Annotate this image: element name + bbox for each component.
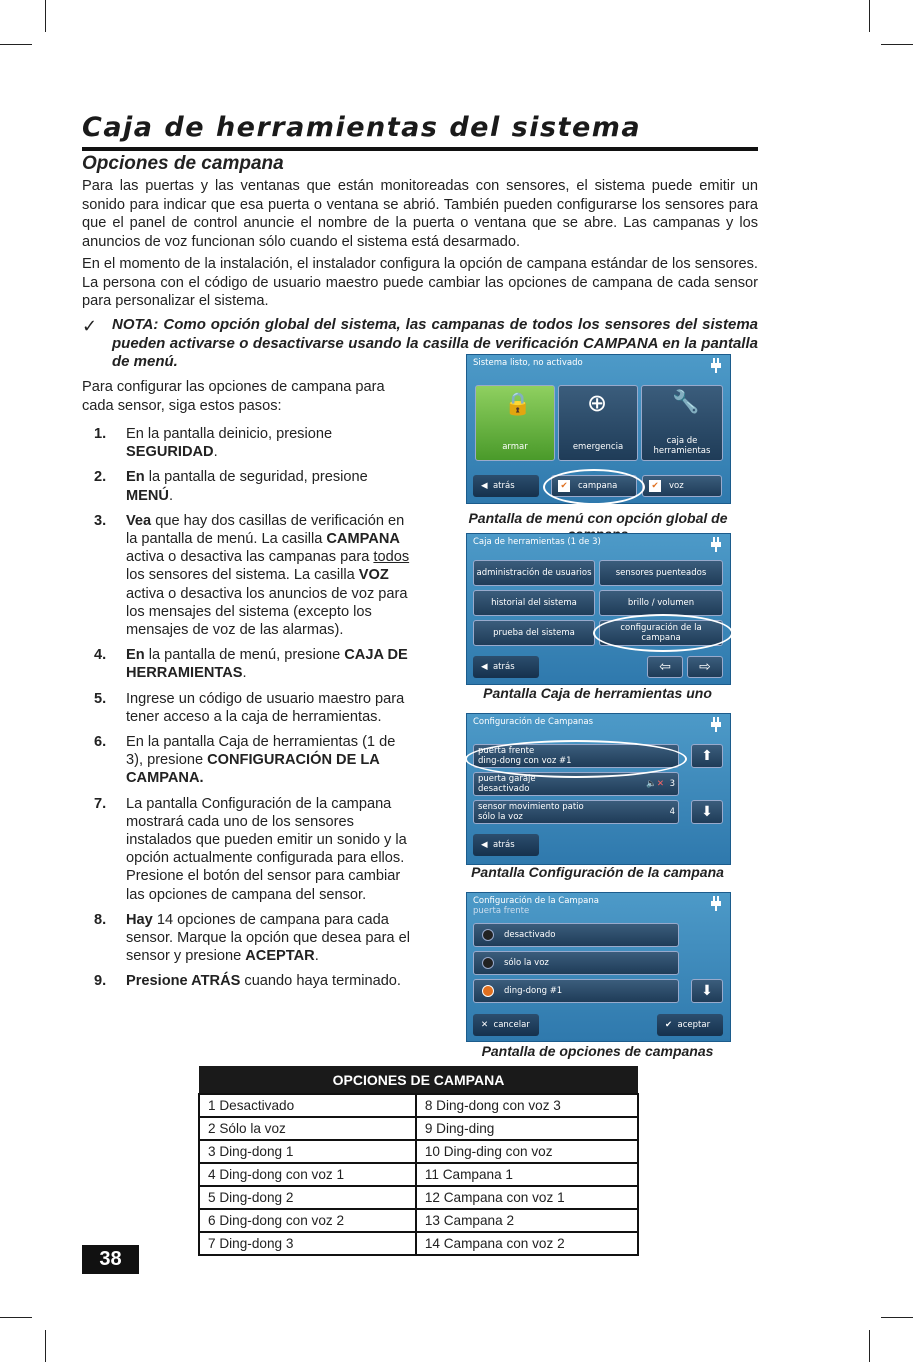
system-history-button[interactable]: historial del sistema <box>473 590 595 616</box>
chime-checkbox[interactable]: ✔ campana <box>551 475 637 497</box>
scroll-down-icon[interactable]: ⬇ <box>691 800 723 824</box>
chime-settings-button[interactable]: configuración de la campana <box>599 620 723 646</box>
radio-icon <box>482 929 494 941</box>
steps-intro: Para configurar las opciones de campana para cada sensor, siga estos pasos: <box>82 379 385 414</box>
option-radio[interactable]: desactivado <box>473 923 679 947</box>
highlight-oval <box>465 740 687 778</box>
table-row: 7 Ding-dong 3 14 Campana con voz 2 <box>199 1232 638 1255</box>
left-arrow-icon: ◀ <box>481 840 493 850</box>
sensor-button[interactable]: sensor movimiento patio sólo la voz 4 <box>473 800 679 824</box>
paragraph-2: En el momento de la instalación, el instalador configura la opción de campana estándar de los sensores. La persona con el código de usuario maestro puede cambiar las opciones de campana de cada sensor para personalizar el sistema. <box>82 256 758 310</box>
brightness-volume-button[interactable]: brillo / volumen <box>599 590 723 616</box>
check-icon: ✔ <box>665 1020 678 1030</box>
plug-icon <box>710 896 722 911</box>
left-arrow-icon: ◀ <box>481 481 493 491</box>
option-radio[interactable]: sólo la voz <box>473 951 679 975</box>
cancel-button[interactable]: ✕ cancelar <box>473 1014 539 1036</box>
section-title: Opciones de campana <box>82 153 284 174</box>
chime-options-screen <box>466 892 731 1042</box>
crop-mark <box>0 44 32 45</box>
title-rule <box>82 147 758 151</box>
page-number: 38 <box>82 1245 139 1274</box>
plug-icon <box>710 358 722 373</box>
option-radio[interactable]: ding-dong #1 <box>473 979 679 1003</box>
menu-screen <box>466 354 731 504</box>
table-row: 1 Desactivado 8 Ding-dong con voz 3 <box>199 1094 638 1117</box>
toolbox-button[interactable]: 🔧 caja de herramientas <box>641 385 723 461</box>
mute-icon: 🔈✕ <box>646 779 664 789</box>
screen-header: Configuración de la Campana puerta frente <box>473 896 599 916</box>
back-button[interactable]: ◀ atrás <box>473 475 539 497</box>
page-title: Caja de herramientas del sistema <box>82 112 642 143</box>
next-page-icon[interactable]: ⇨ <box>687 656 723 678</box>
toolbox-screen-caption: Pantalla Caja de herramientas uno <box>483 685 712 701</box>
paragraph-1: Para las puertas y las ventanas que están monitoreadas con sensores, el sistema puede emitir un sonido para indicar que esa puerta o ventana se abrió. También pueden configurarse los sensores para que el panel de control anuncie el nombre de la puerta o ventana que se abre. Las campanas y los anuncios de voz funcionan sólo cuando el sistema está desarmado. <box>82 178 758 250</box>
crop-mark <box>881 1317 913 1318</box>
emergency-button[interactable]: ⊕ emergencia <box>558 385 638 461</box>
screen-header: Sistema listo, no activado <box>473 358 583 368</box>
scroll-down-icon[interactable]: ⬇ <box>691 979 723 1003</box>
arm-button[interactable]: 🔒 armar <box>475 385 555 461</box>
checkbox-checked-icon: ✔ <box>649 480 661 492</box>
step-7: 7. La pantalla Configuración de la campana mostrará cada uno de los sensores instalados que pueden emitir un sonido y la opción actualmente configurada para ellos. Presione el botón del sensor para cambiar las opciones de campana del sensor. <box>94 795 407 903</box>
step-6: 6. En la pantalla Caja de herramientas (1 de 3), presione CONFIGURACIÓN DE LA CAMPANA. <box>94 734 396 787</box>
sensor-button[interactable]: puerta garaje desactivado 🔈✕ 3 <box>473 772 679 796</box>
step-4: 4. En la pantalla de menú, presione CAJA DE HERRAMIENTAS. <box>94 647 408 682</box>
radio-selected-icon <box>482 985 494 997</box>
crop-mark <box>45 1330 46 1362</box>
screen-header: Configuración de Campanas <box>473 717 594 727</box>
voice-checkbox[interactable]: ✔ voz <box>642 475 722 497</box>
radio-icon <box>482 957 494 969</box>
table-row: 5 Ding-dong 2 12 Campana con voz 1 <box>199 1186 638 1209</box>
highlight-oval <box>593 614 733 652</box>
accept-button[interactable]: ✔ aceptar <box>657 1014 723 1036</box>
note: NOTA: Como opción global del sistema, las campanas de todos los sensores del sistema pueden activarse o desactivarse usando la casilla de verificación CAMPANA en la pantalla de menú. <box>112 316 759 371</box>
chime-options-caption: Pantalla de opciones de campanas <box>481 1043 714 1059</box>
step-2: 2. En la pantalla de seguridad, presione MENÚ. <box>94 469 368 504</box>
chime-config-screen <box>466 713 731 865</box>
table-row: 4 Ding-dong con voz 1 11 Campana 1 <box>199 1163 638 1186</box>
crop-mark <box>45 0 46 32</box>
plug-icon <box>710 537 722 552</box>
plug-icon <box>710 717 722 732</box>
toolbox-screen <box>466 533 731 685</box>
crop-mark <box>869 0 870 32</box>
table-row: 2 Sólo la voz 9 Ding-ding <box>199 1117 638 1140</box>
scroll-up-icon[interactable]: ⬆ <box>691 744 723 768</box>
chime-config-caption: Pantalla Configuración de la campana <box>471 864 724 880</box>
chime-options-table <box>198 1066 639 1256</box>
wrench-icon: 🔧 <box>672 390 700 415</box>
prev-page-icon[interactable]: ⇦ <box>647 656 683 678</box>
step-3: 3. Vea que hay dos casillas de verificación en la pantalla de menú. La casilla CAMPANA activa o desactiva las campanas para todos los sensores del sistema. La casilla VOZ activa o desactiva los anuncios de voz para los mensajes del sistema (excepto los mensajes de voz de las alarmas). <box>94 512 410 639</box>
left-arrow-icon: ◀ <box>481 662 493 672</box>
menu-screen-caption: Pantalla de menú con opción global de <box>468 510 728 526</box>
bypassed-sensors-button[interactable]: sensores puenteados <box>599 560 723 586</box>
table-header: OPCIONES DE CAMPANA <box>199 1066 638 1094</box>
screen-header: Caja de herramientas (1 de 3) <box>473 537 601 547</box>
checkbox-checked-icon: ✔ <box>558 480 570 492</box>
back-button[interactable]: ◀ atrás <box>473 656 539 678</box>
crop-mark <box>869 1330 870 1362</box>
step-8: 8. Hay 14 opciones de campana para cada sensor. Marque la opción que desea para el sensor y presione ACEPTAR. <box>94 911 410 965</box>
back-button[interactable]: ◀ atrás <box>473 834 539 856</box>
step-1: 1. En la pantalla deinicio, presione SEGURIDAD. <box>94 426 333 461</box>
crop-mark <box>0 1317 32 1318</box>
lock-icon: 🔒 <box>504 392 532 417</box>
step-9: 9. Presione ATRÁS cuando haya terminado. <box>94 973 401 990</box>
table-row: 6 Ding-dong con voz 2 13 Campana 2 <box>199 1209 638 1232</box>
user-admin-button[interactable]: administración de usuarios <box>473 560 595 586</box>
sensor-button[interactable]: puerta frente ding-dong con voz #1 <box>473 744 679 768</box>
step-5: 5. Ingrese un código de usuario maestro para tener acceso a la caja de herramientas. <box>94 690 405 725</box>
checkmark-icon: ✓ <box>82 316 98 336</box>
steps-list <box>94 425 414 998</box>
system-test-button[interactable]: prueba del sistema <box>473 620 595 646</box>
crop-mark <box>881 44 913 45</box>
emergency-plus-icon: ⊕ <box>587 389 608 417</box>
highlight-oval <box>543 469 645 505</box>
table-row: 3 Ding-dong 1 10 Ding-ding con voz <box>199 1140 638 1163</box>
close-icon: ✕ <box>481 1020 494 1030</box>
